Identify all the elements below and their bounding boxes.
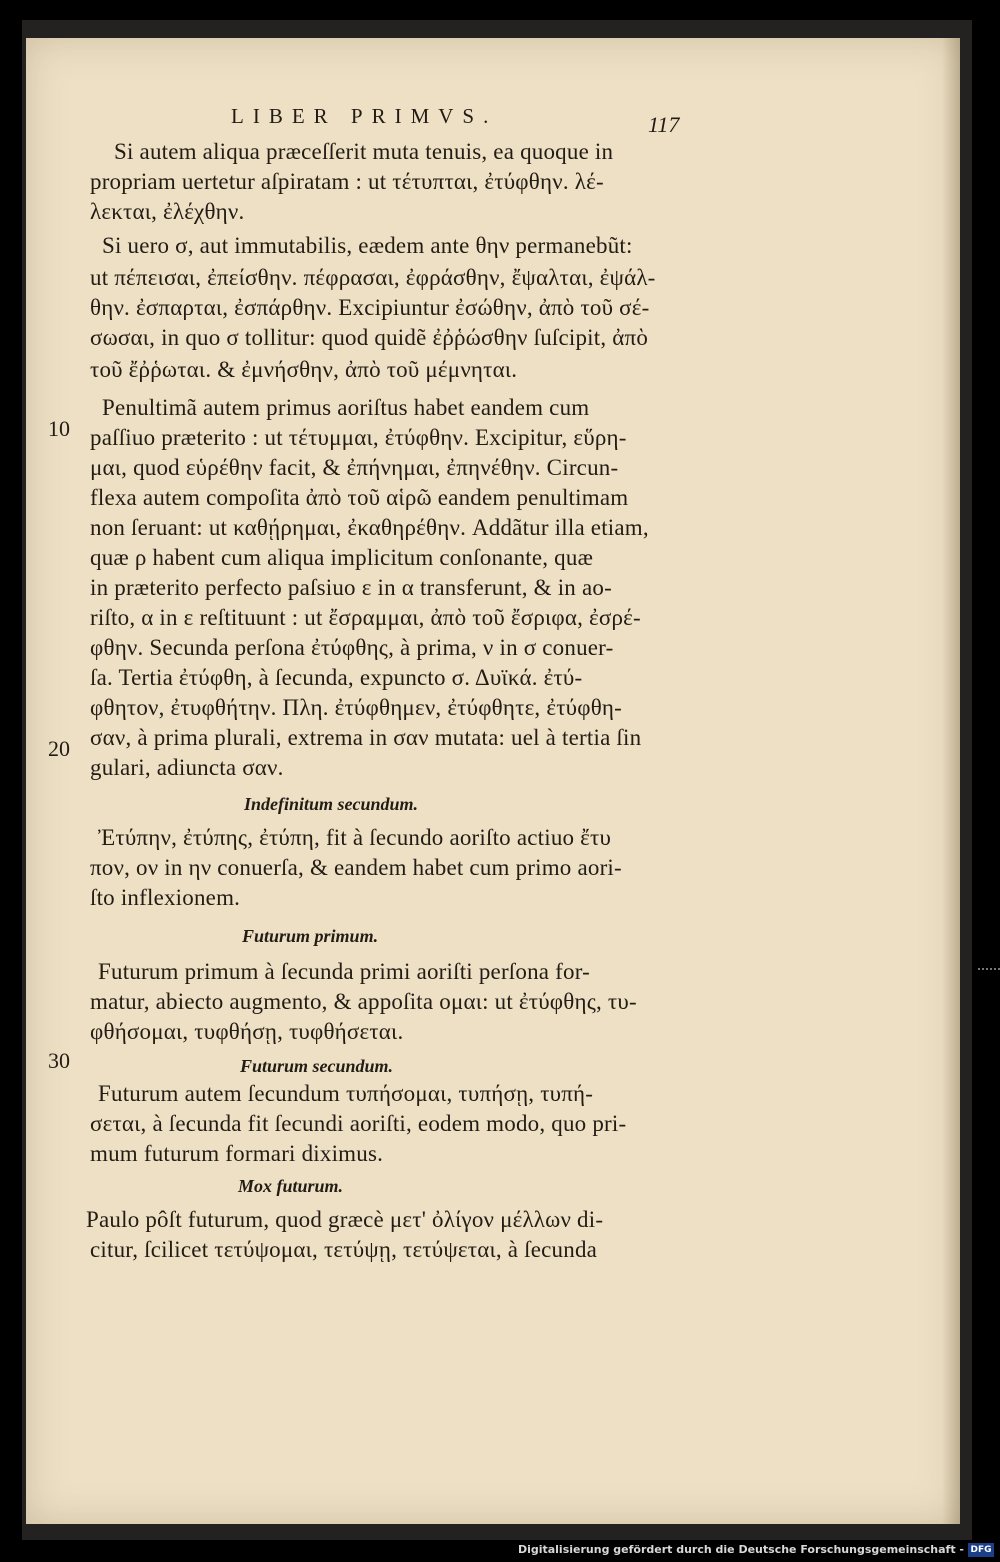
text-line: citur, ſcilicet τετύψομαι, τετύψῃ, τετύψεται, à ſecunda <box>90 1237 598 1262</box>
text-line: πον, ον in ην conuerſa, & eandem habet cum primo aori- <box>90 855 622 880</box>
text-line: σεται, à ſecunda fit ſecundi aoriſti, eodem modo, quo pri- <box>90 1111 627 1136</box>
heading-futurum-secundum: Futurum secundum. <box>240 1056 394 1076</box>
text-line: λεκται, ἐλέχθην. <box>90 199 245 224</box>
text-line: in præterito perfecto paſsiuo ε in α transferunt, & in ao- <box>90 575 612 600</box>
margin-number-10: 10 <box>48 416 70 441</box>
text-line: riſto, α in ε reſtituunt : ut ἔσραμμαι, ἀπὸ τοῦ ἔσριφα, ἐσρέ- <box>90 605 641 630</box>
heading-futurum-primum: Futurum primum. <box>242 926 379 946</box>
text-line: mum futurum formari diximus. <box>90 1141 384 1166</box>
heading-indefinitum-secundum: Indefinitum secundum. <box>244 794 419 814</box>
margin-number-20: 20 <box>48 736 70 761</box>
text-line: flexa autem compoſita ἀπὸ τοῦ αἱρῶ eandem penultimam <box>90 485 629 510</box>
text-line: σαν, à prima plurali, extrema in σαν mutata: uel à tertia ſin <box>90 725 642 750</box>
text-line: φθητον, ἐτυφθήτην. Πλη. ἐτύφθημεν, ἐτύφθητε, ἐτύφθη- <box>90 695 622 720</box>
text-line: non ſeruant: ut καθῄρημαι, ἐκαθηρέθην. Addãtur illa etiam, <box>90 515 649 540</box>
text-line: Paulo pôſt futurum, quod græcè μετ' ὀλίγον μέλλων di- <box>86 1207 604 1232</box>
text-line: Futurum autem ſecundum τυπήσομαι, τυπήσῃ, τυπή- <box>98 1081 594 1106</box>
text-line: Futurum primum à ſecunda primi aoriſti perſona for- <box>98 959 590 984</box>
text-line: σωσαι, in quo σ tollitur: quod quidẽ ἐῤῥώσθην ſuſcipit, ἀπὸ <box>90 325 649 350</box>
text-line: τοῦ ἔῤῥωται. & ἐμνήσθην, ἀπὸ τοῦ μέμνηται. <box>90 357 518 382</box>
text-line: φθήσομαι, τυφθήσῃ, τυφθήσεται. <box>90 1019 404 1044</box>
footer-credit: Digitalisierung gefördert durch die Deutsche Forschungsgemeinschaft - <box>517 1543 964 1556</box>
scan-edge-marks <box>978 968 1000 972</box>
folio-number: 117 <box>648 112 680 137</box>
text-line: Penultimã autem primus aoriſtus habet eandem cum <box>102 395 590 420</box>
running-head: LIBER PRIMVS. <box>231 104 498 128</box>
book-page <box>26 38 960 1524</box>
text-line: gulari, adiuncta σαν. <box>90 755 284 780</box>
text-line: Si autem aliqua præceſſerit muta tenuis, ea quoque in <box>114 139 614 164</box>
text-line: Si uero σ, aut immutabilis, eædem ante θην permanebũt: <box>102 233 633 258</box>
text-line: ut πέπεισαι, ἐπείσθην. πέφρασαι, ἐφράσθην, ἔψαλται, ἐψάλ- <box>90 265 656 290</box>
dfg-logo: DFG <box>968 1543 994 1557</box>
text-line: quæ ρ habent cum aliqua implicitum conſonante, quæ <box>90 545 594 570</box>
margin-number-30: 30 <box>48 1048 70 1073</box>
text-line: Ἐτύπην, ἐτύπης, ἐτύπη, fit à ſecundo aoriſto actiuo ἔτυ <box>98 825 612 850</box>
footer-bar <box>0 1540 1000 1562</box>
text-line: ſa. Tertia ἐτύφθη, à ſecunda, expuncto σ. Δυϊκά. ἐτύ- <box>90 665 583 690</box>
text-line: φθην. Secunda perſona ἐτύφθης, à prima, ν in σ conuer- <box>90 635 614 660</box>
text-line: matur, abiecto augmento, & appoſita ομαι: ut ἐτύφθης, τυ- <box>90 989 637 1014</box>
text-line: ſto inflexionem. <box>90 885 241 910</box>
text-line: μαι, quod εὑρέθην facit, & ἐπήνημαι, ἐπηνέθην. Circun- <box>90 455 619 480</box>
text-line: θην. ἐσπαρται, ἐσπάρθην. Excipiuntur ἐσώθην, ἀπὸ τοῦ σέ- <box>90 295 650 320</box>
heading-mox-futurum: Mox futurum. <box>238 1176 344 1196</box>
text-line: propriam uertetur aſpiratam : ut τέτυπται, ἐτύφθην. λέ- <box>90 169 604 194</box>
text-line: paſſiuo præterito : ut τέτυμμαι, ἐτύφθην. Excipitur, εὕρη- <box>90 425 627 450</box>
